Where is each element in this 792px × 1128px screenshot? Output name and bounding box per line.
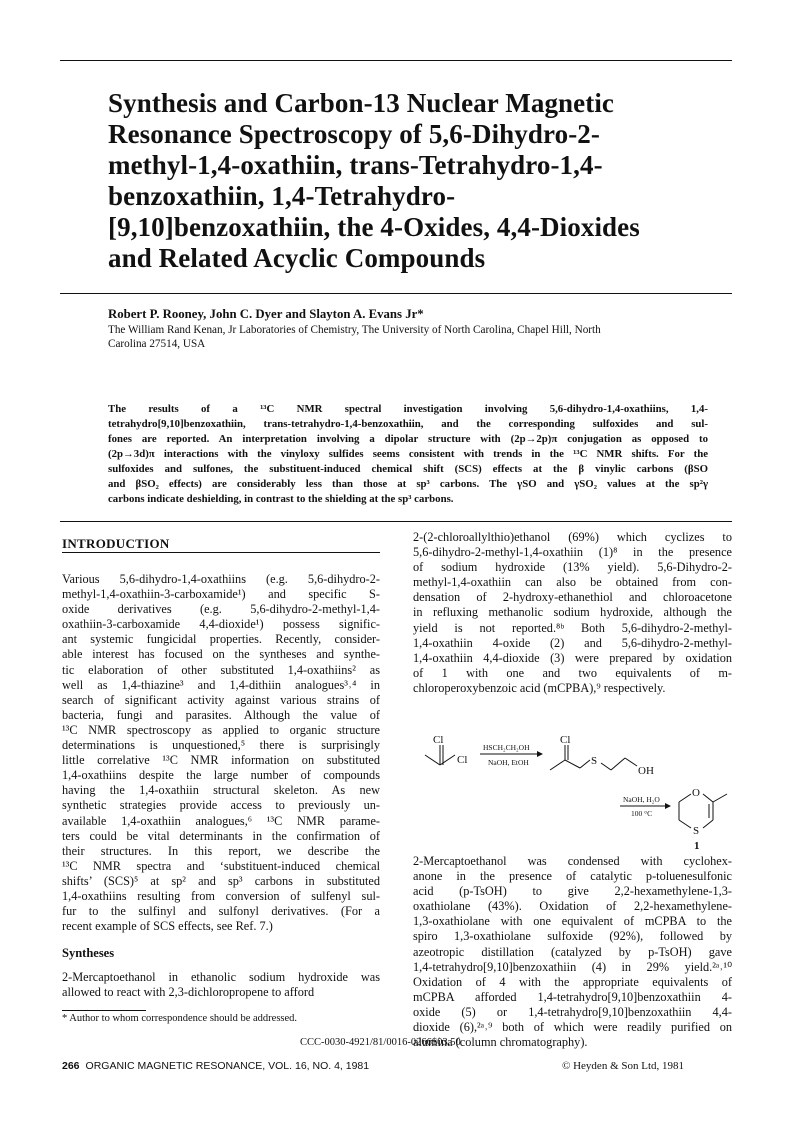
s-label-1: S (591, 755, 598, 767)
oxathiin-ring-structure (679, 794, 727, 828)
right-top-line: of sodium hydroxide (13% yield). 5,6-Dihydro-2- (413, 560, 732, 575)
intro-line: synthetic strategies provide access to previously un- (62, 798, 380, 813)
right-top-line: densation of 2-hydroxy-ethanethiol and chloroacetone (413, 590, 732, 605)
right-top-line: 1,4-oxathiin 4-oxide (2) and 5,6-dihydro-2-methyl- (413, 635, 732, 650)
footer-journal (62, 1060, 369, 1072)
intro-line: recent example of SCS effects, see Ref. 7.) (62, 919, 273, 934)
reaction-scheme (415, 730, 735, 850)
abstract-rule (60, 521, 732, 522)
syntheses-line: 2-Mercaptoethanol in ethanolic sodium hydroxide was (62, 970, 380, 984)
title-line: Resonance Spectroscopy of 5,6-Dihydro-2- (108, 119, 600, 149)
intro-line: Various 5,6-dihydro-1,4-oxathiins (e.g. 5,6-dihydro-2- (62, 572, 380, 586)
title-line: [9,10]benzoxathiin, the 4-Oxides, 4,4-Dioxides (108, 212, 640, 242)
right-bottom-line: dioxide (6),²ᵃ˒⁹ both of which were readily purified on (413, 1020, 732, 1035)
cl-label-3: Cl (560, 734, 571, 746)
right-bottom-line: acid (p-TsOH) to give 2,2-hexamethylene-1,3- (413, 884, 732, 899)
reaction-arrow-1-head (537, 751, 543, 757)
footer-copyright: © Heyden & Son Ltd, 1981 (562, 1060, 685, 1072)
footnote: * Author to whom correspondence should be addressed. (62, 1013, 298, 1024)
oh-label: OH (638, 765, 654, 777)
abstract-line: and βSO₂ effects) are considerably less than those at sp³ carbons. The γSO and γSO₂ values at the sp²γ (108, 478, 708, 490)
syntheses-line: allowed to react with 2,3-dichloropropene to afford (62, 985, 315, 1000)
top-rule (60, 60, 732, 61)
reagent-bottom-2: 100 °C (631, 809, 653, 818)
right-bottom-line: Oxidation of 4 with the appropriate equivalents of (413, 974, 732, 989)
title-line: Synthesis and Carbon-13 Nuclear Magnetic (108, 88, 615, 118)
intro-line: shifts’ (SCS)⁵ at sp² and sp³ carbons in substituted (62, 873, 380, 888)
affiliation-line: The William Rand Kenan, Jr Laboratories of Chemistry, The University of North Carolina, Chapel Hill, North (108, 324, 601, 336)
right-bottom-line: 1,3-oxathiolane with one equivalent of mCPBA to the (413, 914, 732, 929)
footnote-rule (62, 1010, 146, 1011)
right-top-line: yield is not reported.⁸ᵇ Both 5,6-dihydro-2-methyl- (413, 620, 732, 635)
cl-label-1: Cl (433, 734, 444, 746)
right-bottom-line: oxide (5) or 1,4-tetrahydro[9,10]benzoxathiin 4,4- (413, 1004, 732, 1019)
o-label: O (692, 787, 700, 799)
intro-line: having the 1,4-oxathiin structural skeleton. As new (62, 783, 380, 798)
authors: Robert P. Rooney, John C. Dyer and Slayton A. Evans Jr* (108, 307, 424, 321)
affiliation (108, 323, 708, 351)
abstract-line: fones are reported. An interpretation involving a dipolar structure with (2p→2p)π conjugation as opposed to (108, 433, 708, 445)
abstract (108, 402, 708, 507)
intro-line: little correlative ¹³C NMR information on substituted (62, 753, 380, 768)
abstract-line: carbons indicate deshielding, in contrast to the shielding at the sp³ carbons. (108, 493, 454, 505)
title-line: and Related Acyclic Compounds (108, 243, 486, 273)
abstract-line: The results of a ¹³C NMR spectral investigation involving 5,6-dihydro-1,4-oxathiins, 1,4- (108, 403, 708, 415)
intro-line: tic elaboration of other substituted 1,4-oxathiins² as (62, 662, 380, 677)
right-top-line: methyl-1,4-oxathiin can also be obtained from con- (413, 575, 732, 590)
title-rule (60, 293, 732, 294)
right-bottom-line: 2-Mercaptoethanol was condensed with cyclohex- (413, 854, 732, 868)
right-top-line: of 1 with one and two equivalents of m- (413, 665, 732, 680)
right-bottom-line: mCPBA afforded 1,4-tetrahydro[9,10]benzoxathiin 4- (413, 989, 732, 1004)
intro-line: available 1,4-oxathiin analogues,⁶ ¹³C NMR parame- (62, 813, 380, 828)
right-bottom-line: anone in the presence of catalytic p-toluenesulfonic (413, 869, 732, 884)
intro-line: methyl-1,4-oxathiin-3-carboxamide¹) and specific S- (62, 587, 380, 602)
s-label-2: S (693, 825, 700, 837)
title-line: methyl-1,4-oxathiin, trans-Tetrahydro-1,4- (108, 150, 603, 180)
intro-line: bacteria, fungi and parasites. Although the value of (62, 707, 380, 722)
abstract-line: sulfoxides and sulfones, the substituent-induced chemical shift (SCS) effects at the β vinylic carbons (βSO (108, 463, 708, 475)
intro-line: ant systemic fungicidal properties. Recently, consider- (62, 632, 380, 647)
intro-line: oxide derivatives (e.g. 5,6-dihydro-2-methyl-1,4- (62, 602, 380, 617)
reaction-arrow-2-head (665, 803, 671, 809)
title-line: benzoxathiin, 1,4-Tetrahydro- (108, 181, 456, 211)
intro-line: ters could be vital determinants in the confirmation of (62, 828, 380, 843)
article-code: CCC-0030-4921/81/0016-0266$03.50 (300, 1037, 461, 1048)
reagent-top-1: HSCH₂CH₂OH (483, 743, 530, 752)
intro-line: oxathiin-3-carboxamide 4,4-dioxide¹) possess signific- (62, 617, 380, 632)
intro-line: 1,4-oxathiins despite the large number of compounds (62, 768, 380, 783)
dichloropropene-structure (425, 745, 455, 765)
abstract-line: tetrahydro[9,10]benzoxathiin, trans-tetrahydro-1,4-benzoxathiin, and the corresponding sulfoxides and sul- (108, 418, 708, 430)
intro-line: their structures. In this report, we describe the (62, 843, 380, 858)
intro-line: ¹³C NMR spectra and ‘substituent-induced chemical (62, 858, 380, 873)
compound-label-1: 1 (694, 840, 700, 850)
right-top-line: in refluxing methanolic sodium hydroxide, although the (413, 605, 732, 620)
right-bottom-line: oxathiolane (43%). Oxidation of 2,2-hexamethylene- (413, 899, 732, 914)
subheading-syntheses: Syntheses (62, 946, 115, 960)
right-bottom-paragraph (413, 854, 732, 1050)
syntheses-paragraph (62, 970, 380, 1000)
intro-paragraph (62, 572, 380, 934)
intro-line: fur to the sulfinyl and sulfonyl derivatives. (For a (62, 904, 380, 919)
article-title (108, 88, 708, 274)
right-bottom-line: 1,4-tetrahydro[9,10]benzoxathiin (4) in 29% yield.²ᵃ˒¹⁰ (413, 959, 732, 974)
right-top-line: chloroperoxybenzoic acid (mCPBA),⁹ respectively. (413, 680, 666, 695)
section-heading-introduction: INTRODUCTION (62, 536, 170, 551)
intro-line: determinations is unquestioned,⁵ there is surprisingly (62, 738, 380, 753)
cl-label-2: Cl (457, 754, 468, 766)
intro-line: search of significant activity against various strains of (62, 692, 380, 707)
abstract-line: (2p→3d)π interactions with the vinyloxy sulfides seems consistent with trends in the ¹³C NMR shifts. For the (108, 448, 708, 460)
right-top-paragraph (413, 530, 732, 696)
intro-line: well as 1,4-thiazine³ and 1,4-dithiin analogues³˒⁴ in (62, 677, 380, 692)
reagent-top-2: NaOH, H₂O (623, 795, 660, 804)
intro-line: able interest has focused on the syntheses and synthe- (62, 647, 380, 662)
right-bottom-line: spiro 1,3-oxathiolane sulfoxide (92%), followed by (413, 929, 732, 944)
section-heading-underline (62, 552, 380, 553)
right-bottom-line: azeotropic distillation (catalyzed by p-TsOH) gave (413, 944, 732, 959)
journal-citation: ORGANIC MAGNETIC RESONANCE, VOL. 16, NO. 4, 1981 (85, 1060, 370, 1072)
right-bottom-line: alumina (column chromatography). (413, 1035, 588, 1050)
right-top-line: 1,4-oxathiin 4,4-dioxide (3) were prepared by oxidation (413, 650, 732, 665)
right-top-line: 5,6-dihydro-2-methyl-1,4-oxathiin (1)⁸ in the presence (413, 545, 732, 560)
affiliation-line: Carolina 27514, USA (108, 338, 206, 350)
right-top-line: 2-(2-chloroallylthio)ethanol (69%) which cyclizes to (413, 530, 732, 544)
intro-line: 1,4-oxathiins resulting from conversion of sulfenyl sul- (62, 888, 380, 903)
reagent-bottom-1: NaOH, EtOH (488, 758, 529, 767)
intro-line: ¹³C NMR spectroscopy as applied to organic structure (62, 722, 380, 737)
page-number: 266 (62, 1060, 80, 1072)
